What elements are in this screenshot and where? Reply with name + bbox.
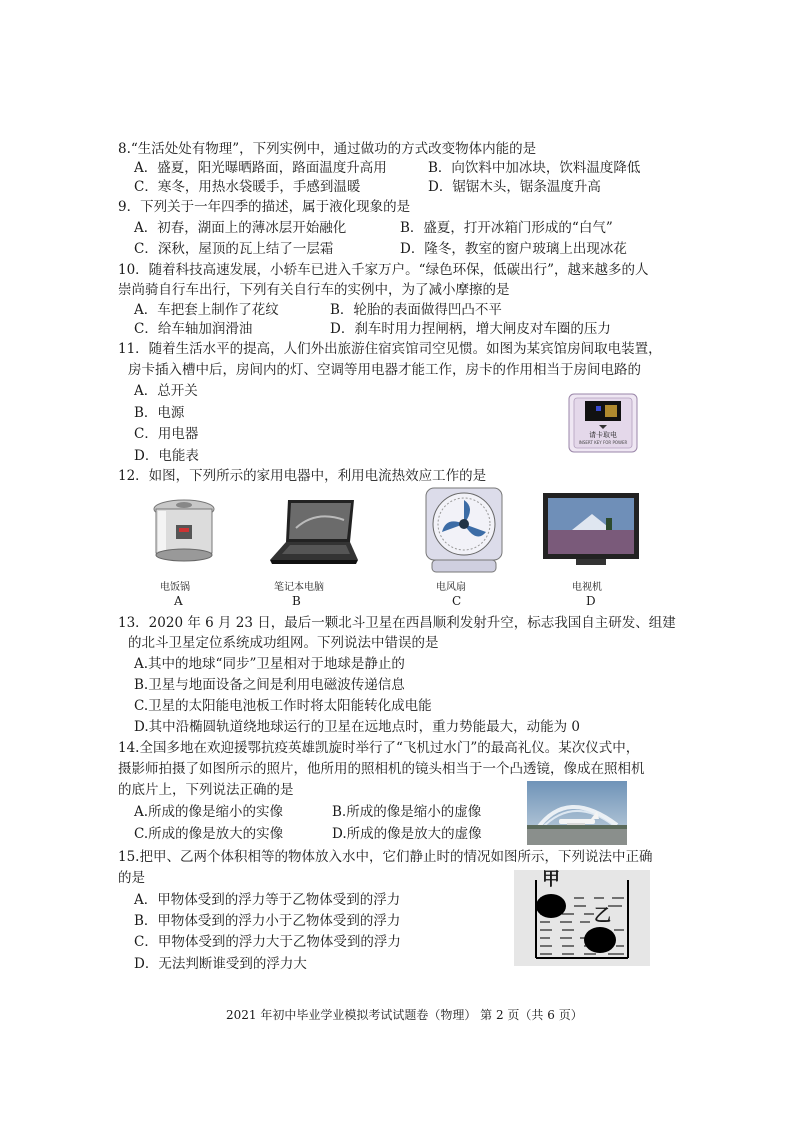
q8-option-c: C．寒冬，用热水袋暖手，手感到温暖 [134,179,361,195]
q13-option-d: D.其中沿椭圆轨道绕地球运行的卫星在远地点时，重力势能最大，动能为 0 [134,719,581,735]
electric-fan-image [422,486,506,574]
floating-objects-figure [514,870,650,966]
q9-option-a: A．初春，湖面上的薄冰层开始融化 [134,220,347,236]
option-letter-a: A [174,594,183,608]
q11-option-c: C．用电器 [134,426,199,442]
q15-option-b: B．甲物体受到的浮力小于乙物体受到的浮力 [134,913,401,929]
room-card-label: 请卡取电 [589,431,617,439]
q11-option-b: B．电源 [134,405,185,421]
airplane-water-salute-photo [527,781,627,845]
room-card-power-switch-figure [568,393,638,453]
q14-option-b: B.所成的像是缩小的虚像 [332,804,482,820]
q12-stem: 12．如图，下列所示的家用电器中，利用电流热效应工作的是 [118,468,487,484]
room-card-subtitle: INSERT KEY FOR POWER [578,440,628,445]
rice-cooker-image [148,495,220,567]
q8-option-a: A．盛夏，阳光曝晒路面，路面温度升高用 [134,160,387,176]
q13-stem-line2: 的北斗卫星定位系统成功组网。下列说法中错误的是 [128,635,439,651]
object-yi-label: 乙 [594,906,611,926]
laptop-caption: 笔记本电脑 [274,582,324,593]
q9-option-c: C．深秋，屋顶的瓦上结了一层霜 [134,241,334,257]
q10-option-b: B．轮胎的表面做得凹凸不平 [330,302,502,318]
q11-stem-line2: 房卡插入槽中后，房间内的灯、空调等用电器才能工作，房卡的作用相当于房间电路的 [128,362,641,378]
laptop-image [266,498,362,566]
q9-option-d: D．隆冬，教室的窗户玻璃上出现冰花 [400,241,627,257]
q14-stem-line3: 的底片上，下列说法正确的是 [118,782,294,798]
q15-stem-line2: 的是 [118,870,145,886]
q13-option-b: B.卫星与地面设备之间是利用电磁波传递信息 [134,677,405,693]
electric-fan-caption: 电风扇 [436,582,466,593]
q14-option-a: A.所成的像是缩小的实像 [134,804,284,820]
q11-option-d: D．电能表 [134,448,199,464]
rice-cooker-caption: 电饭锅 [160,582,190,593]
q14-stem-line2: 摄影师拍摄了如图所示的照片，他所用的照相机的镜头相当于一个凸透镜，像成在照相机 [118,761,645,777]
q10-stem-line1: 10．随着科技高速发展，小轿车已进入千家万户。“绿色环保，低碳出行”，越来越多的人 [118,262,649,278]
q9-option-b: B．盛夏，打开冰箱门形成的“白气” [400,220,613,236]
page-footer: 2021 年初中毕业学业模拟考试试题卷（物理） 第 2 页（共 6 页） [226,1008,583,1022]
q8-stem: 8.“生活处处有物理”，下列实例中，通过做功的方式改变物体内能的是 [118,141,537,157]
object-jia-label: 甲 [542,869,560,890]
q9-stem: 9．下列关于一年四季的描述，属于液化现象的是 [118,199,411,215]
q8-option-b: B．向饮料中加冰块，饮料温度降低 [428,160,641,176]
q10-option-d: D．刹车时用力捏闸柄，增大闸皮对车圈的压力 [330,321,611,337]
q13-option-c: C.卫星的太阳能电池板工作时将太阳能转化成电能 [134,698,432,714]
q11-stem-line1: 11．随着生活水平的提高，人们外出旅游住宿宾馆司空见惯。如图为某宾馆房间取电装置， [118,341,662,357]
q14-stem-line1: 14.全国多地在欢迎援鄂抗疫英雄凯旋时举行了“飞机过水门”的最高礼仪。某次仪式中， [118,740,640,756]
q8-option-d: D．锯锯木头，锯条温度升高 [428,179,601,195]
q14-option-c: C.所成的像是放大的实像 [134,826,284,842]
q10-stem-line2: 崇尚骑自行车出行，下列有关自行车的实例中，为了减小摩擦的是 [118,282,510,298]
q11-option-a: A．总开关 [134,383,198,399]
q10-option-c: C．给车轴加润滑油 [134,321,253,337]
option-letter-b: B [292,594,301,608]
television-image [542,492,640,568]
television-caption: 电视机 [572,582,602,593]
q15-option-c: C．甲物体受到的浮力大于乙物体受到的浮力 [134,934,401,950]
option-letter-d: D [586,594,596,608]
q15-option-d: D．无法判断谁受到的浮力大 [134,956,307,972]
q15-stem-line1: 15.把甲、乙两个体积相等的物体放入水中，它们静止时的情况如图所示，下列说法中正确 [118,849,653,865]
option-letter-c: C [452,594,462,608]
q10-option-a: A．车把套上制作了花纹 [134,302,279,318]
q14-option-d: D.所成的像是放大的虚像 [332,826,482,842]
q13-option-a: A.其中的地球“同步”卫星相对于地球是静止的 [134,656,405,672]
q15-option-a: A．甲物体受到的浮力等于乙物体受到的浮力 [134,892,401,908]
q13-stem-line1: 13．2020 年 6 月 23 日，最后一颗北斗卫星在西昌顺利发射升空，标志我国自主研发、组建 [118,615,676,631]
